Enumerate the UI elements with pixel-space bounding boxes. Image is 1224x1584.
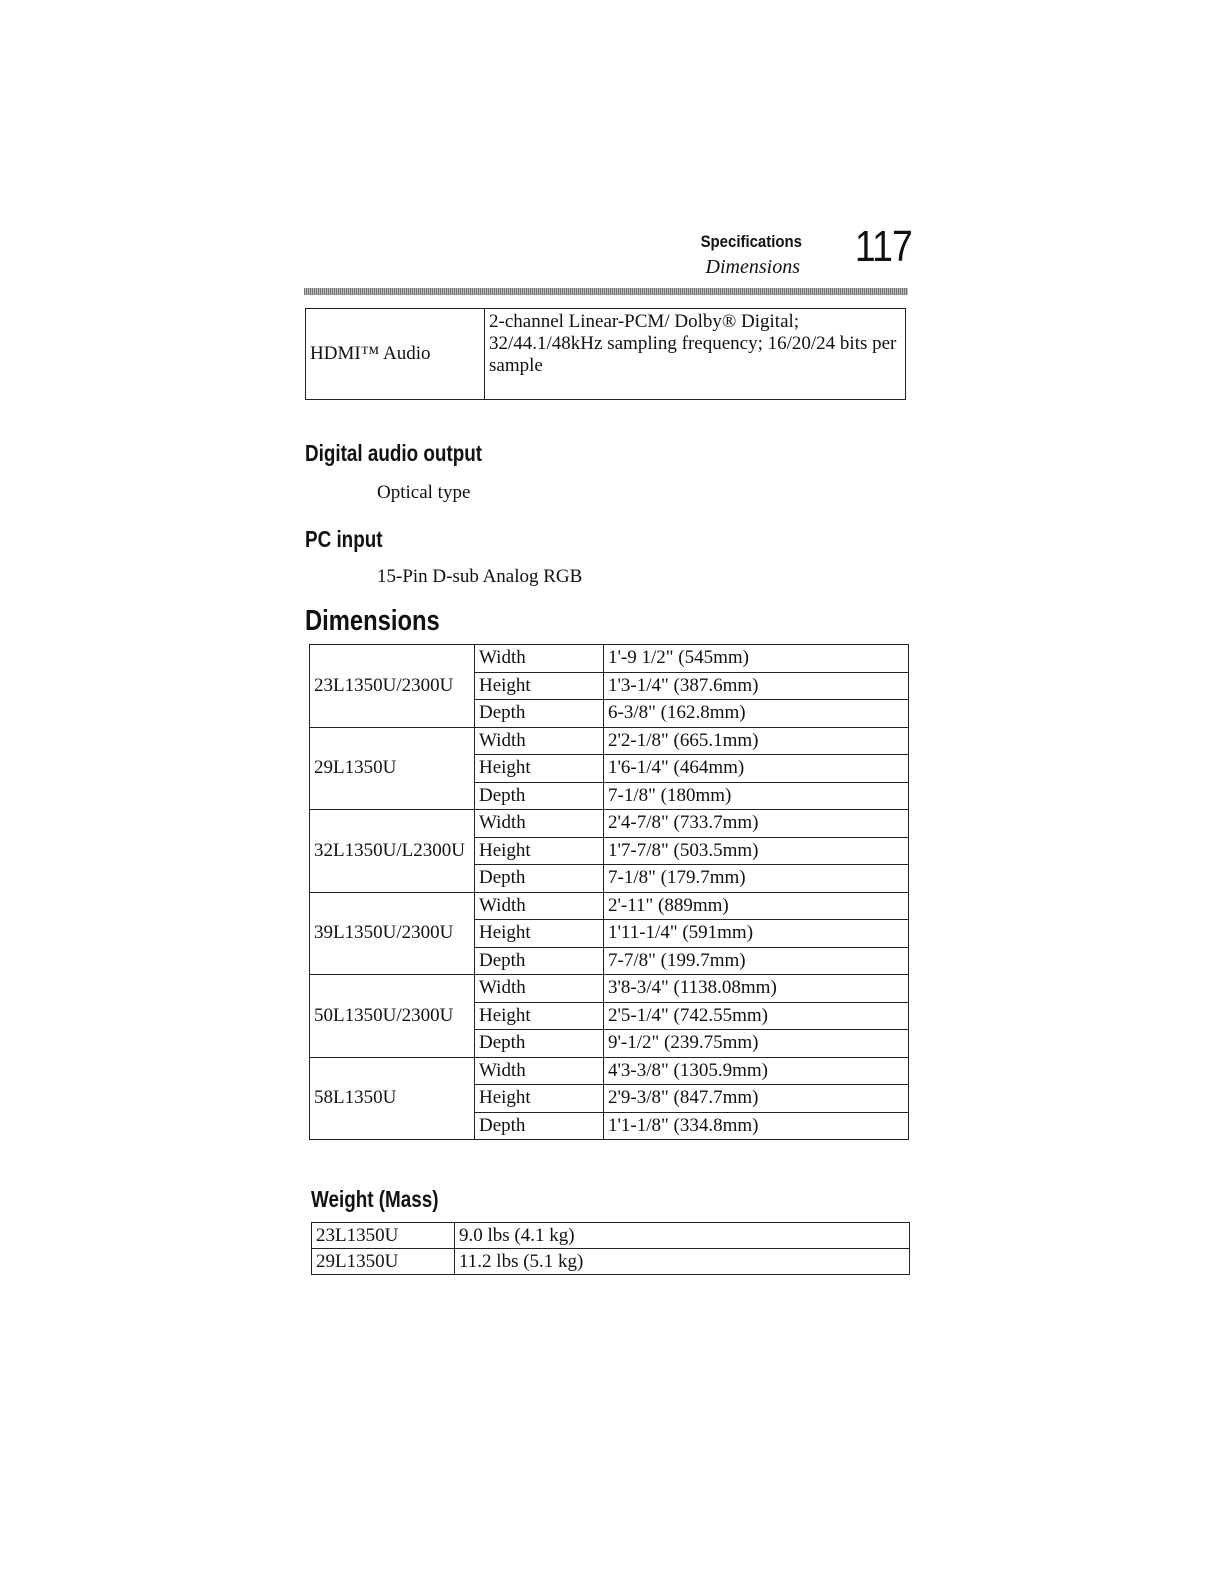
pc-input-text: 15-Pin D-sub Analog RGB bbox=[377, 566, 583, 587]
dimension-label: Depth bbox=[475, 865, 604, 893]
dimension-label: Width bbox=[475, 1057, 604, 1085]
weight-table bbox=[311, 1222, 910, 1275]
page-number: 117 bbox=[854, 222, 912, 271]
table-row bbox=[310, 810, 909, 838]
dimension-label: Height bbox=[475, 837, 604, 865]
digital-audio-text: Optical type bbox=[377, 482, 471, 503]
weight-value: 11.2 lbs (5.1 kg) bbox=[455, 1249, 910, 1275]
dimension-label: Depth bbox=[475, 1030, 604, 1058]
weight-value: 9.0 lbs (4.1 kg) bbox=[455, 1223, 910, 1249]
dimension-value: 2'4-7/8" (733.7mm) bbox=[604, 810, 909, 838]
dimension-label: Width bbox=[475, 727, 604, 755]
dimension-value: 2'2-1/8" (665.1mm) bbox=[604, 727, 909, 755]
dimension-label: Depth bbox=[475, 700, 604, 728]
section-title: Specifications bbox=[700, 232, 802, 251]
dimension-label: Height bbox=[475, 755, 604, 783]
table-row bbox=[310, 1057, 909, 1085]
dimension-label: Width bbox=[475, 892, 604, 920]
dimension-label: Height bbox=[475, 1085, 604, 1113]
table-row bbox=[310, 727, 909, 755]
table-row bbox=[310, 645, 909, 673]
weight-model: 23L1350U bbox=[312, 1223, 455, 1249]
subsection-title: Dimensions bbox=[705, 256, 800, 278]
weight-heading: Weight (Mass) bbox=[311, 1186, 439, 1212]
table-row bbox=[310, 975, 909, 1003]
table-row bbox=[306, 309, 906, 400]
hdmi-audio-value: 2-channel Linear-PCM/ Dolby® Digital; 32/44.1/48kHz sampling frequency; 16/20/24 bits per sample bbox=[485, 309, 906, 400]
dimension-label: Height bbox=[475, 920, 604, 948]
model-cell: 39L1350U/2300U bbox=[310, 892, 475, 975]
dimension-label: Width bbox=[475, 645, 604, 673]
pc-input-heading: PC input bbox=[305, 526, 383, 552]
hdmi-audio-label: HDMI™ Audio bbox=[306, 309, 485, 400]
dimension-value: 2'5-1/4" (742.55mm) bbox=[604, 1002, 909, 1030]
dimension-value: 1'1-1/8" (334.8mm) bbox=[604, 1112, 909, 1140]
digital-audio-heading: Digital audio output bbox=[305, 440, 483, 466]
dimensions-heading: Dimensions bbox=[305, 605, 440, 637]
model-cell: 50L1350U/2300U bbox=[310, 975, 475, 1058]
dimension-value: 2'-11" (889mm) bbox=[604, 892, 909, 920]
dimensions-table bbox=[309, 644, 909, 1140]
model-cell: 29L1350U bbox=[310, 727, 475, 810]
dimension-value: 1'11-1/4" (591mm) bbox=[604, 920, 909, 948]
weight-model: 29L1350U bbox=[312, 1249, 455, 1275]
table-row bbox=[312, 1249, 910, 1275]
dimension-value: 3'8-3/4" (1138.08mm) bbox=[604, 975, 909, 1003]
dimension-value: 1'-9 1/2" (545mm) bbox=[604, 645, 909, 673]
dimension-label: Depth bbox=[475, 1112, 604, 1140]
model-cell: 23L1350U/2300U bbox=[310, 645, 475, 728]
dimension-value: 1'6-1/4" (464mm) bbox=[604, 755, 909, 783]
model-cell: 32L1350U/L2300U bbox=[310, 810, 475, 893]
dimension-value: 7-1/8" (180mm) bbox=[604, 782, 909, 810]
table-row bbox=[310, 892, 909, 920]
header-rule bbox=[304, 288, 908, 295]
dimension-label: Depth bbox=[475, 782, 604, 810]
dimension-label: Width bbox=[475, 810, 604, 838]
dimension-value: 7-7/8" (199.7mm) bbox=[604, 947, 909, 975]
dimension-value: 9'-1/2" (239.75mm) bbox=[604, 1030, 909, 1058]
dimension-label: Width bbox=[475, 975, 604, 1003]
dimension-value: 4'3-3/8" (1305.9mm) bbox=[604, 1057, 909, 1085]
dimension-value: 2'9-3/8" (847.7mm) bbox=[604, 1085, 909, 1113]
dimension-value: 1'3-1/4" (387.6mm) bbox=[604, 672, 909, 700]
dimension-value: 6-3/8" (162.8mm) bbox=[604, 700, 909, 728]
model-cell: 58L1350U bbox=[310, 1057, 475, 1140]
dimension-value: 1'7-7/8" (503.5mm) bbox=[604, 837, 909, 865]
dimension-label: Depth bbox=[475, 947, 604, 975]
dimension-label: Height bbox=[475, 1002, 604, 1030]
dimension-value: 7-1/8" (179.7mm) bbox=[604, 865, 909, 893]
hdmi-audio-table bbox=[305, 308, 906, 400]
table-row bbox=[312, 1223, 910, 1249]
dimension-label: Height bbox=[475, 672, 604, 700]
